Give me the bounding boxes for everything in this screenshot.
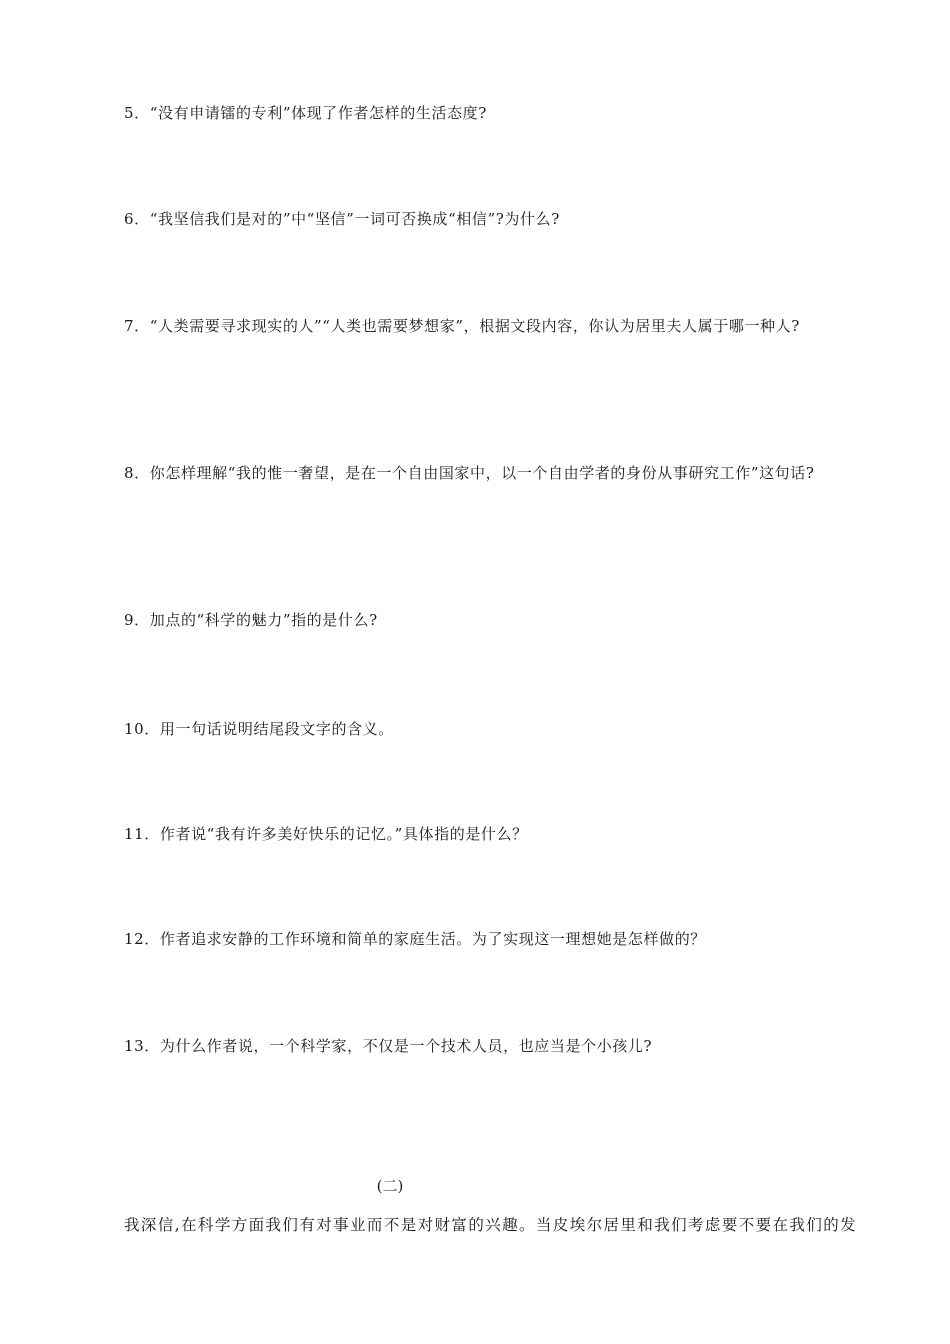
question-9: 9．加点的“科学的魅力”指的是什么? [124, 611, 378, 629]
question-12: 12．作者追求安静的工作环境和简单的家庭生活。为了实现这一理想她是怎样做的？ [124, 930, 706, 948]
passage-paragraph: 我深信,在科学方面我们有对事业而不是对财富的兴趣。当皮埃尔居里和我们考虑要不要在我们的发 [124, 1216, 858, 1234]
question-11: 11．作者说“我有许多美好快乐的记忆。”具体指的是什么？ [124, 825, 528, 843]
question-5: 5．“没有申请镭的专利”体现了作者怎样的生活态度? [124, 104, 487, 122]
question-6: 6．“我坚信我们是对的”中“坚信”一词可否换成“相信”?为什么? [124, 210, 560, 228]
question-10: 10．用一句话说明结尾段文字的含义。 [124, 720, 394, 738]
question-13: 13．为什么作者说，一个科学家，不仅是一个技术人员，也应当是个小孩儿? [124, 1037, 653, 1055]
section-heading: (二) [376, 1177, 404, 1195]
question-7: 7．“人类需要寻求现实的人”“人类也需要梦想家”，根据文段内容，你认为居里夫人属于哪一种人? [124, 317, 800, 335]
question-8: 8．你怎样理解“我的惟一奢望，是在一个自由国家中，以一个自由学者的身份从事研究工作”这句话? [124, 464, 815, 482]
